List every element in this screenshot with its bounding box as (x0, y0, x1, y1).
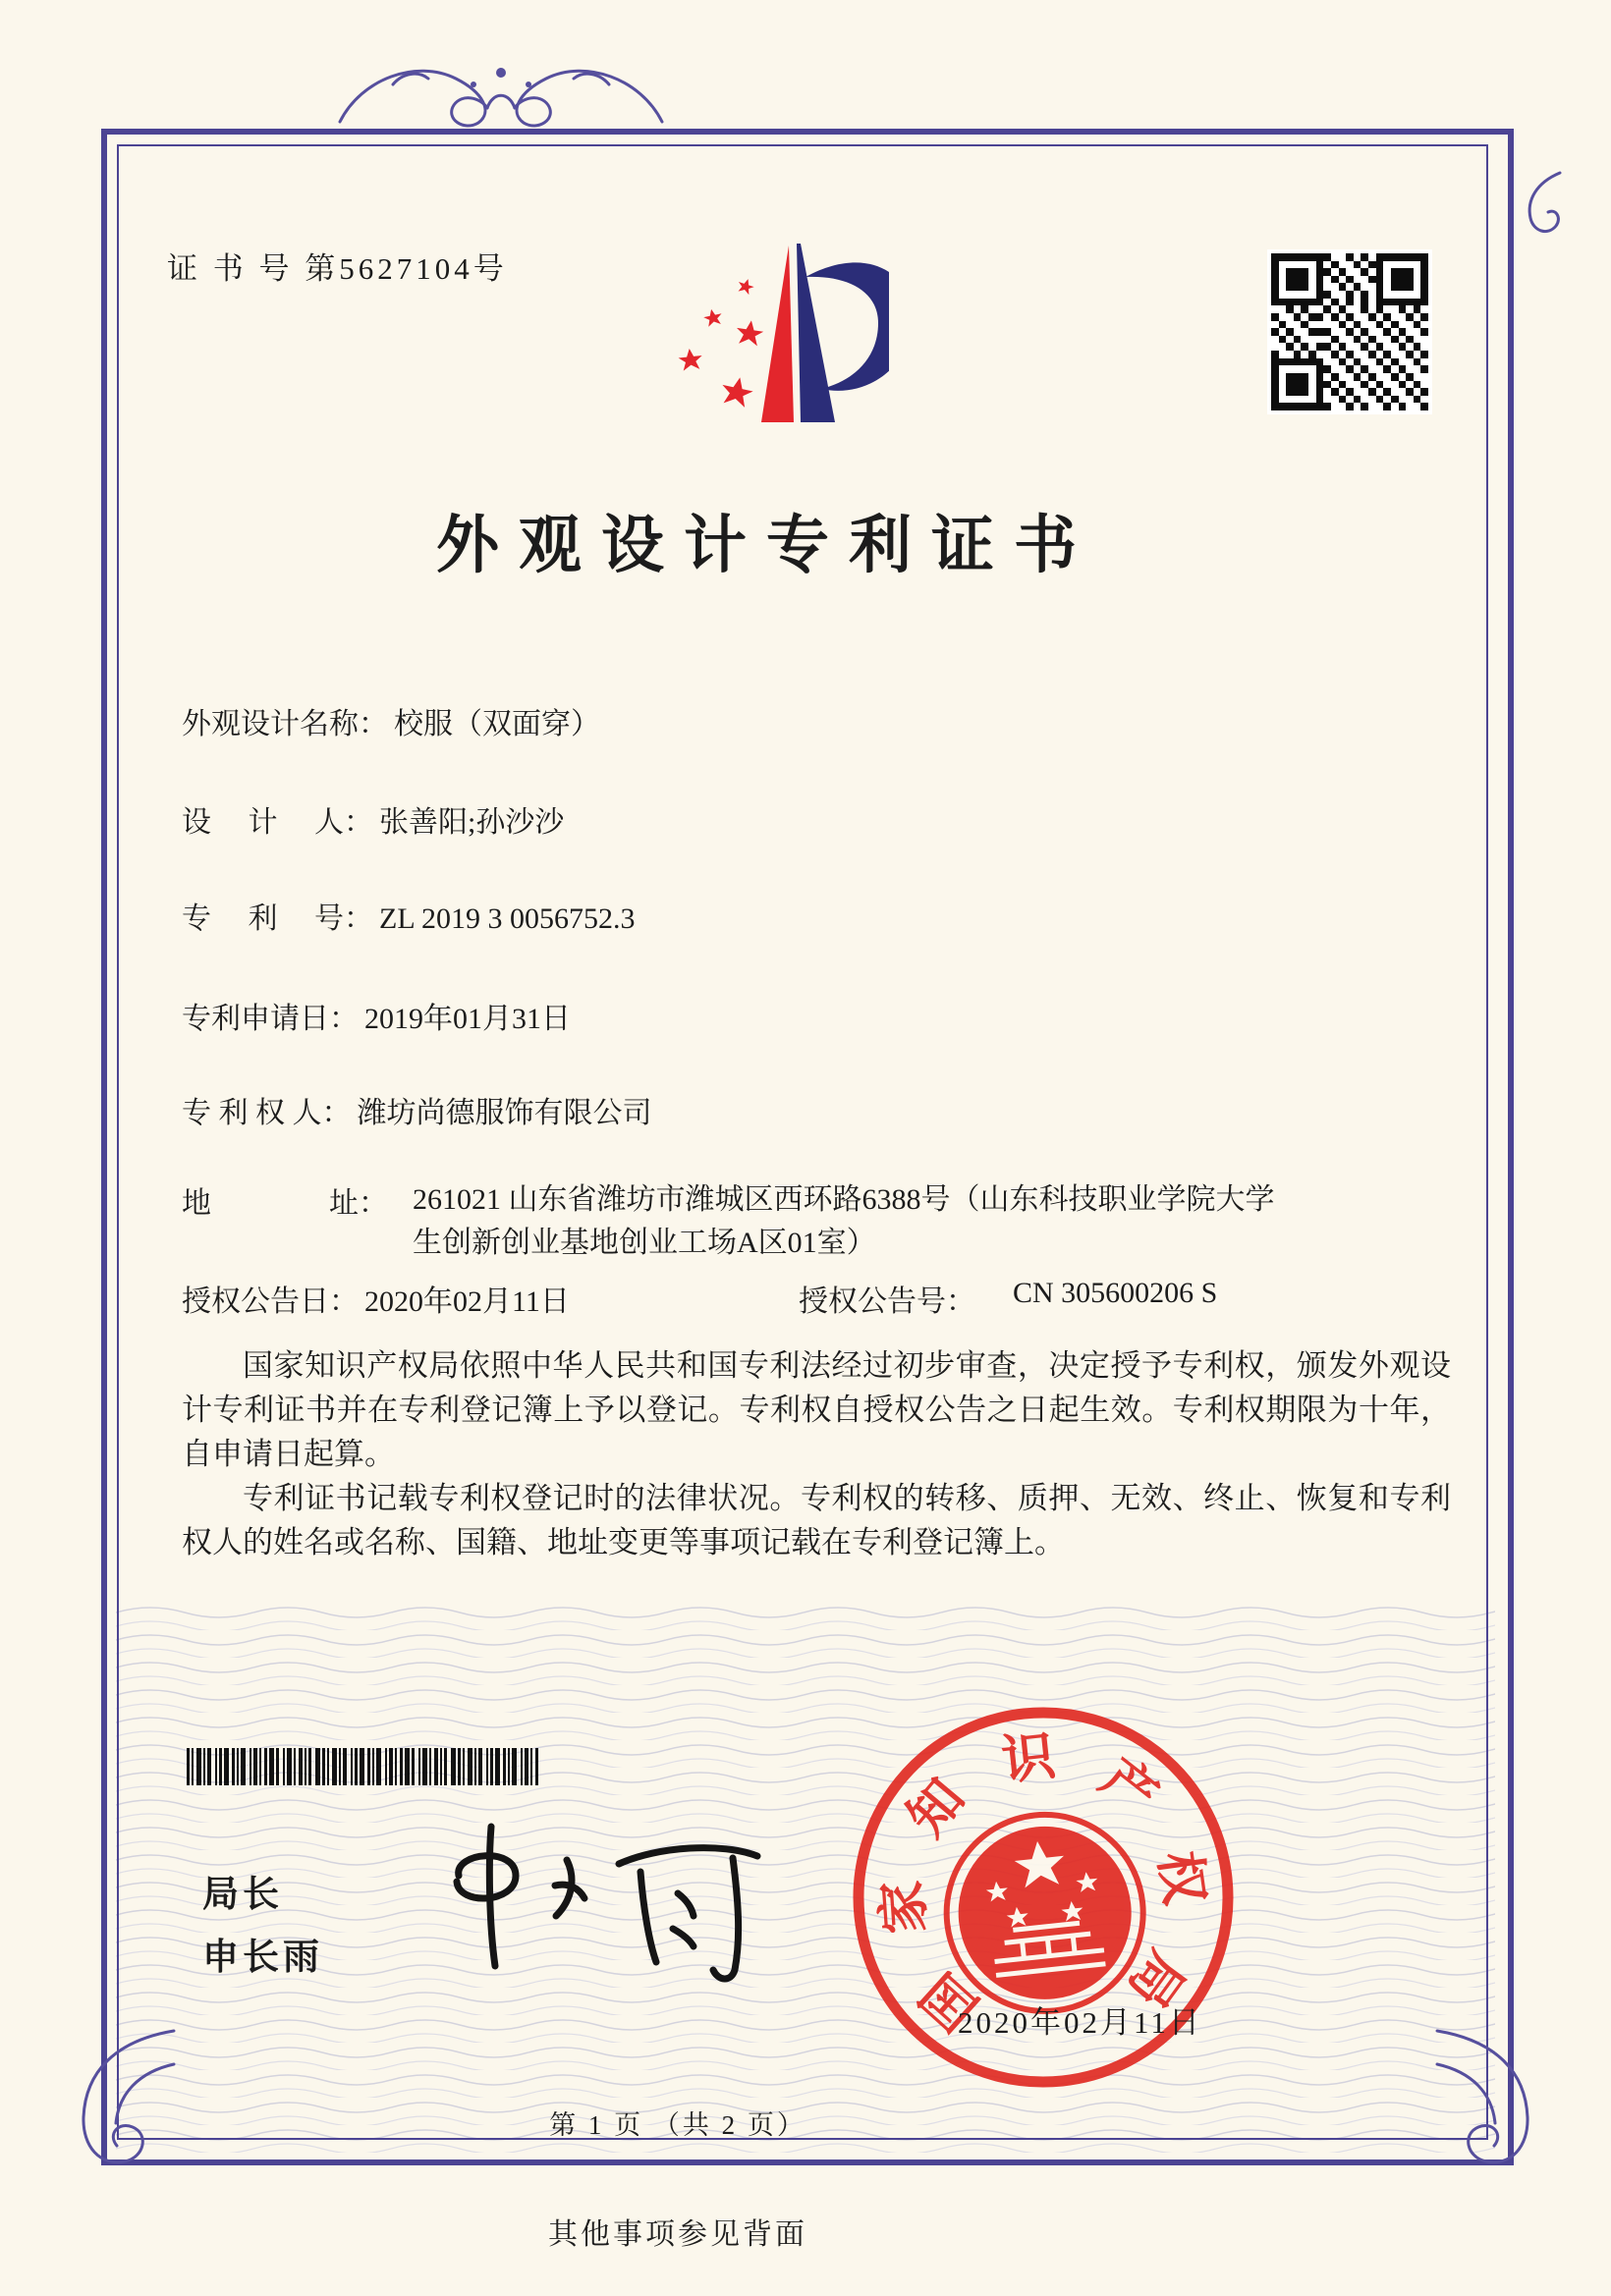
grant-no-label: 授权公告号： (799, 1285, 975, 1318)
seal-ring-char: 识 (999, 1726, 1059, 1791)
seal-ring-char: 知 (896, 1768, 976, 1847)
cnipa-red-seal (825, 1679, 1261, 2115)
seal-date: 2020年02月11日 (958, 2005, 1202, 2040)
commissioner-title: 局长 (202, 1874, 283, 1914)
field-value: ZL 2019 3 0056752.3 (379, 902, 636, 935)
field-address-label (182, 1178, 388, 1222)
field-designer (182, 797, 564, 841)
field-label: 专利申请日： (182, 1003, 359, 1035)
commissioner-name: 申长雨 (202, 1937, 323, 1977)
seal-ring-char: 家 (872, 1878, 936, 1936)
qr-code (1267, 249, 1432, 414)
field-label: 专 利 权 人： (182, 1097, 352, 1129)
field-grant-row (182, 1277, 1218, 1320)
field-value: 校服（双面穿） (394, 708, 600, 740)
corner-flourish-left-icon (54, 2023, 182, 2180)
field-label: 外观设计名称： (182, 708, 388, 740)
grant-no-value: CN 305600206 S (1013, 1277, 1218, 1309)
field-patent-number (182, 894, 636, 937)
grant-date-label: 授权公告日： (182, 1285, 359, 1318)
field-label: 设 计 人： (182, 806, 373, 839)
certificate-title: 外观设计专利证书 (436, 511, 1096, 580)
field-label: 专 利 号： (182, 902, 373, 935)
seal-ring-char: 国 (910, 1961, 990, 2041)
field-value: 张善阳;孙沙沙 (379, 806, 565, 839)
legal-text-block (182, 1343, 1451, 1564)
edge-curl-ornament-icon (1521, 169, 1566, 240)
field-address-value: 261021 山东省潍坊市潍城区西环路6388号（山东科技职业学院大学生创新创业基地创业工场A区01室） (413, 1183, 1275, 1259)
dragon-scroll-ornament-icon (334, 45, 668, 139)
certificate-number: 证 书 号 第5627104号 (167, 251, 508, 286)
field-value: 2019年01月31日 (364, 1003, 571, 1035)
seal-ring-char: 产 (1089, 1747, 1169, 1828)
field-design-name (182, 699, 600, 742)
page-number: 第 1 页 （共 2 页） (549, 2110, 806, 2140)
legal-paragraph-1: 国家知识产权局依照中华人民共和国专利法经过初步审查，决定授予专利权，颁发外观设计专利证书并在专利登记簿上予以登记。专利权自授权公告之日起生效。专利权期限为十年，自申请日起算。 (182, 1348, 1451, 1471)
field-patentee (182, 1088, 652, 1131)
seal-ring-char: 权 (1148, 1847, 1215, 1909)
field-label: 地 址： (182, 1187, 388, 1220)
cnipa-logo-icon (629, 220, 889, 444)
field-filing-date (182, 994, 571, 1037)
legal-paragraph-2: 专利证书记载专利权登记时的法律状况。专利权的转移、质押、无效、终止、恢复和专利权人的姓名或名称、国籍、地址变更等事项记载在专利登记簿上。 (182, 1481, 1451, 1559)
back-side-note: 其他事项参见背面 (548, 2218, 807, 2251)
grant-date-value: 2020年02月11日 (364, 1285, 570, 1318)
seal-ring-char: 局 (1116, 1940, 1196, 2018)
field-value: 潍坊尚德服饰有限公司 (357, 1097, 652, 1129)
corner-flourish-right-icon (1429, 2023, 1557, 2180)
barcode (187, 1748, 544, 1785)
commissioner-signature (408, 1805, 801, 1987)
